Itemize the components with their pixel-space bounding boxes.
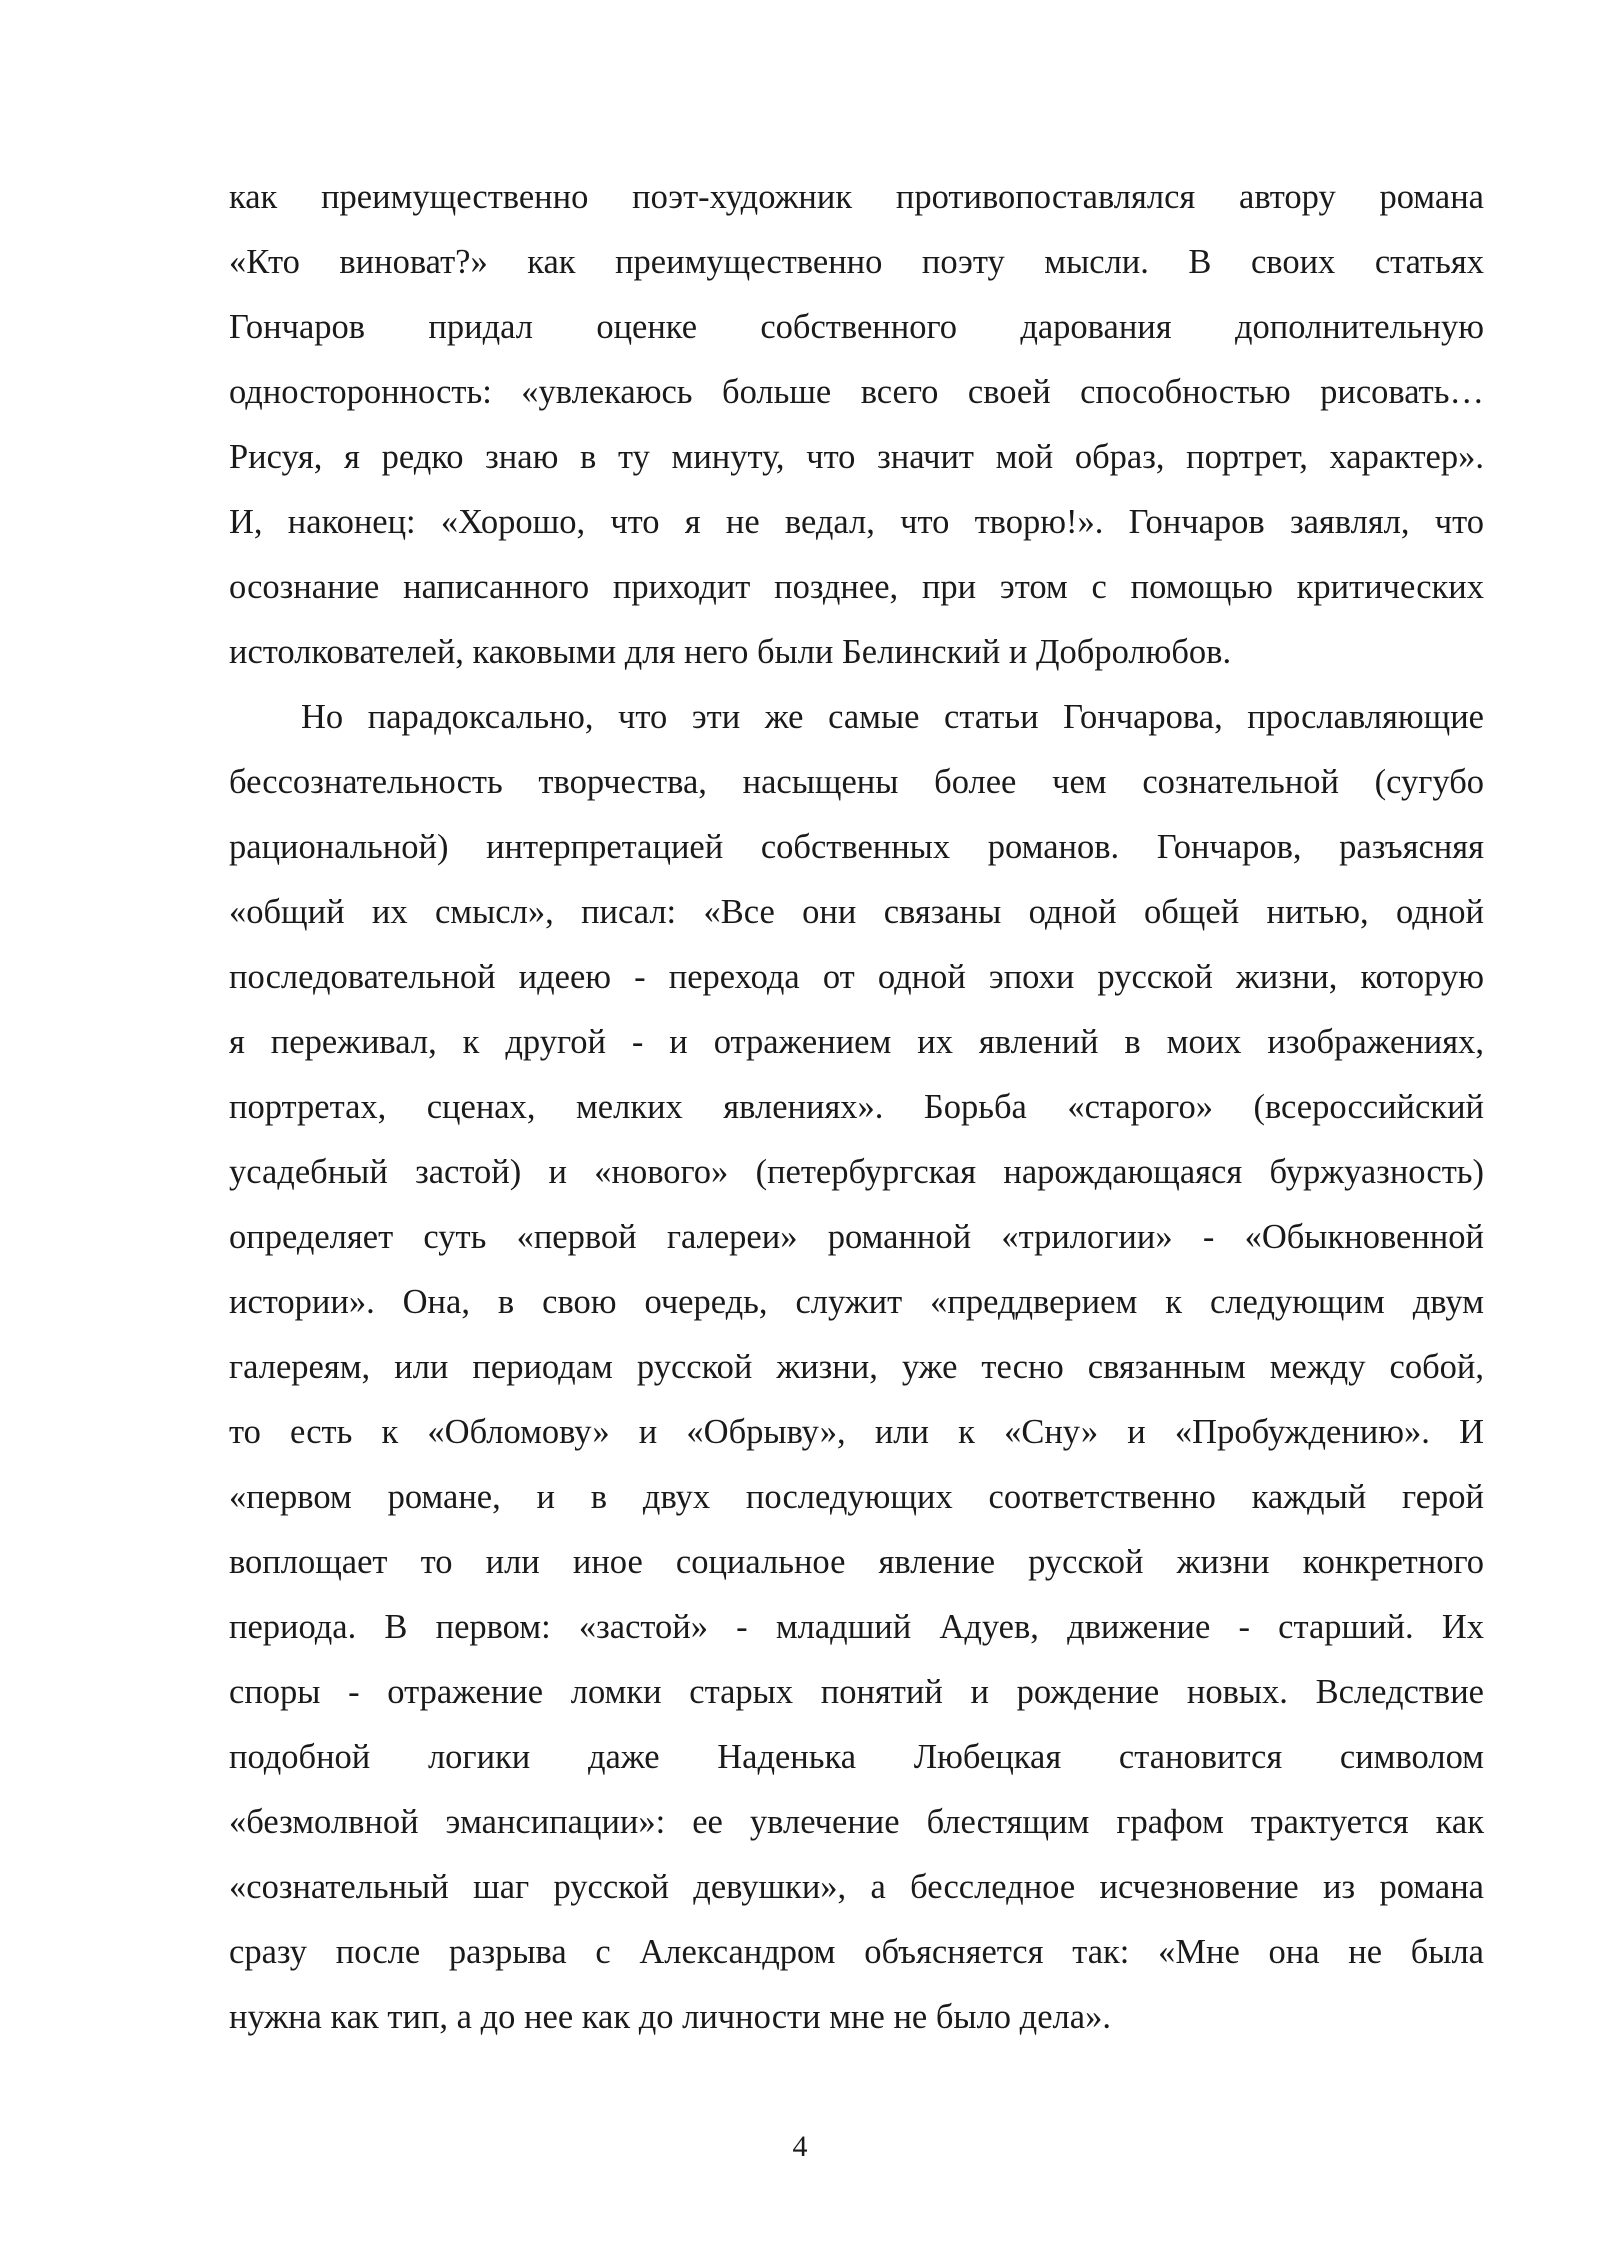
page-number: 4: [792, 2130, 808, 2163]
text-line: периода. В первом: «застой» - младший Адуев, движение - старший. Их: [229, 1608, 1484, 1646]
text-line: истории». Она, в свою очередь, служит «преддверием к следующим двум: [229, 1283, 1484, 1321]
text-line: рациональной) интерпретацией собственных романов. Гончаров, разъясняя: [229, 828, 1484, 866]
text-line: споры - отражение ломки старых понятий и рождение новых. Вследствие: [229, 1673, 1484, 1711]
text-line: «сознательный шаг русской девушки», а бесследное исчезновение из романа: [229, 1868, 1484, 1906]
text-line: осознание написанного приходит позднее, при этом с помощью критических: [229, 568, 1484, 606]
text-line: «первом романе, и в двух последующих соответственно каждый герой: [229, 1478, 1484, 1516]
text-line: «безмолвной эмансипации»: ее увлечение блестящим графом трактуется как: [229, 1803, 1484, 1841]
text-line: истолкователей, каковыми для него были Белинский и Добролюбов.: [229, 633, 1232, 671]
text-line: я переживал, к другой - и отражением их явлений в моих изображениях,: [229, 1023, 1484, 1061]
text-line: галереям, или периодам русской жизни, уже тесно связанным между собой,: [229, 1348, 1484, 1386]
text-line: Но парадоксально, что эти же самые статьи Гончарова, прославляющие: [301, 698, 1484, 736]
paragraph-2: [229, 685, 1484, 2050]
text-line: односторонность: «увлекаюсь больше всего своей способностью рисовать…: [229, 373, 1484, 411]
paragraph-1: [229, 165, 1484, 685]
text-line: портретах, сценах, мелких явлениях». Борьба «старого» (всероссийский: [229, 1088, 1484, 1126]
text-line: нужна как тип, а до нее как до личности мне не было дела».: [229, 1998, 1111, 2036]
text-line: Рисуя, я редко знаю в ту минуту, что значит мой образ, портрет, характер».: [229, 438, 1484, 476]
text-line: сразу после разрыва с Александром объясняется так: «Мне она не была: [229, 1933, 1484, 1971]
text-line: то есть к «Обломову» и «Обрыву», или к «Сну» и «Пробуждению». И: [229, 1413, 1484, 1451]
text-line: «общий их смысл», писал: «Все они связаны одной общей нитью, одной: [229, 893, 1484, 931]
text-line: последовательной идеею - перехода от одной эпохи русской жизни, которую: [229, 958, 1484, 996]
text-line: как преимущественно поэт-художник противопоставлялся автору романа: [229, 178, 1484, 216]
text-line: усадебный застой) и «нового» (петербургская нарождающаяся буржуазность): [229, 1153, 1484, 1191]
text-line: И, наконец: «Хорошо, что я не ведал, что творю!». Гончаров заявлял, что: [229, 503, 1484, 541]
text-line: Гончаров придал оценке собственного дарования дополнительную: [229, 308, 1484, 346]
text-line: «Кто виноват?» как преимущественно поэту мысли. В своих статьях: [229, 243, 1484, 281]
text-line: воплощает то или иное социальное явление русской жизни конкретного: [229, 1543, 1484, 1581]
body-text: [229, 165, 1484, 2050]
text-line: бессознательность творчества, насыщены более чем сознательной (сугубо: [229, 763, 1484, 801]
text-line: определяет суть «первой галереи» романной «трилогии» - «Обыкновенной: [229, 1218, 1484, 1256]
text-line: подобной логики даже Наденька Любецкая становится символом: [229, 1738, 1484, 1776]
